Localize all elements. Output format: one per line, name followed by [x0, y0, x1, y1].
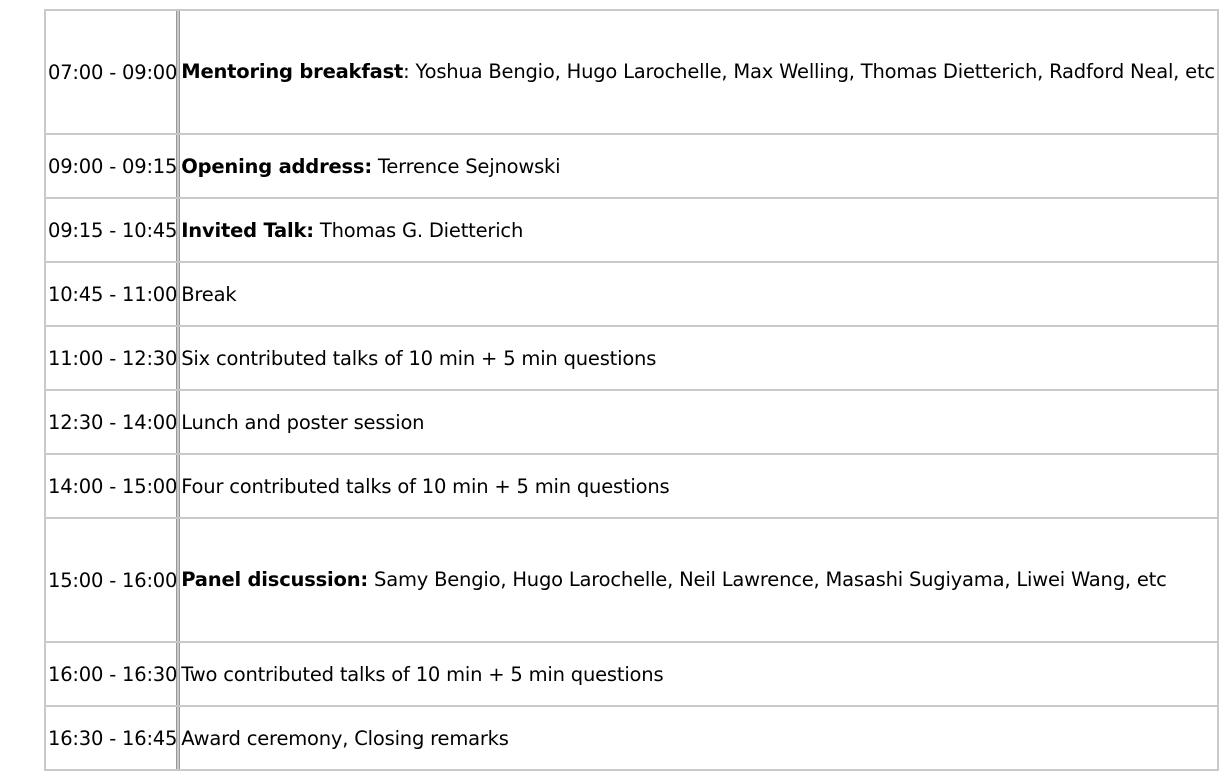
- event-text: Break: [181, 282, 237, 306]
- event-text: Terrence Sejnowski: [377, 154, 561, 178]
- event-cell: [179, 263, 1219, 327]
- table-row: [46, 327, 1219, 391]
- time-cell: 07:00 - 09:00: [46, 11, 179, 135]
- time-cell: 12:30 - 14:00: [46, 391, 179, 455]
- table-row: [46, 707, 1219, 771]
- time-cell: 09:00 - 09:15: [46, 135, 179, 199]
- schedule-table: [44, 9, 1219, 771]
- event-label: Invited Talk:: [181, 218, 314, 242]
- event-cell: [179, 519, 1219, 643]
- event-text: Four contributed talks of 10 min + 5 min questions: [181, 474, 670, 498]
- time-cell: 16:30 - 16:45: [46, 707, 179, 771]
- event-cell: [179, 199, 1219, 263]
- table-row: [46, 643, 1219, 707]
- event-text: Two contributed talks of 10 min + 5 min questions: [181, 662, 664, 686]
- event-cell: [179, 707, 1219, 771]
- event-text: Samy Bengio, Hugo Larochelle, Neil Lawrence, Masashi Sugiyama, Liwei Wang, etc: [374, 568, 1167, 591]
- event-text: Lunch and poster session: [181, 410, 425, 434]
- table-row: [46, 391, 1219, 455]
- table-row: [46, 519, 1219, 643]
- table-row: [46, 263, 1219, 327]
- table-row: [46, 455, 1219, 519]
- event-text: Yoshua Bengio, Hugo Larochelle, Max Welling, Thomas Dietterich, Radford Neal, etc: [415, 60, 1215, 83]
- event-text: Thomas G. Dietterich: [319, 218, 524, 242]
- event-text: Six contributed talks of 10 min + 5 min questions: [181, 346, 657, 370]
- time-cell: 10:45 - 11:00: [46, 263, 179, 327]
- table-row: [46, 199, 1219, 263]
- time-cell: 09:15 - 10:45: [46, 199, 179, 263]
- event-label: Opening address:: [181, 154, 372, 178]
- table-row: [46, 135, 1219, 199]
- time-cell: 16:00 - 16:30: [46, 643, 179, 707]
- event-label: Mentoring breakfast: [181, 60, 404, 83]
- event-label: Panel discussion:: [181, 568, 369, 591]
- event-cell: [179, 455, 1219, 519]
- table-row: [46, 11, 1219, 135]
- time-cell: 15:00 - 16:00: [46, 519, 179, 643]
- event-cell: [179, 11, 1219, 135]
- event-cell: [179, 327, 1219, 391]
- event-text: Award ceremony, Closing remarks: [181, 726, 509, 750]
- time-cell: 11:00 - 12:30: [46, 327, 179, 391]
- event-cell: [179, 643, 1219, 707]
- event-separator: :: [403, 60, 416, 83]
- event-cell: [179, 391, 1219, 455]
- time-cell: 14:00 - 15:00: [46, 455, 179, 519]
- event-cell: [179, 135, 1219, 199]
